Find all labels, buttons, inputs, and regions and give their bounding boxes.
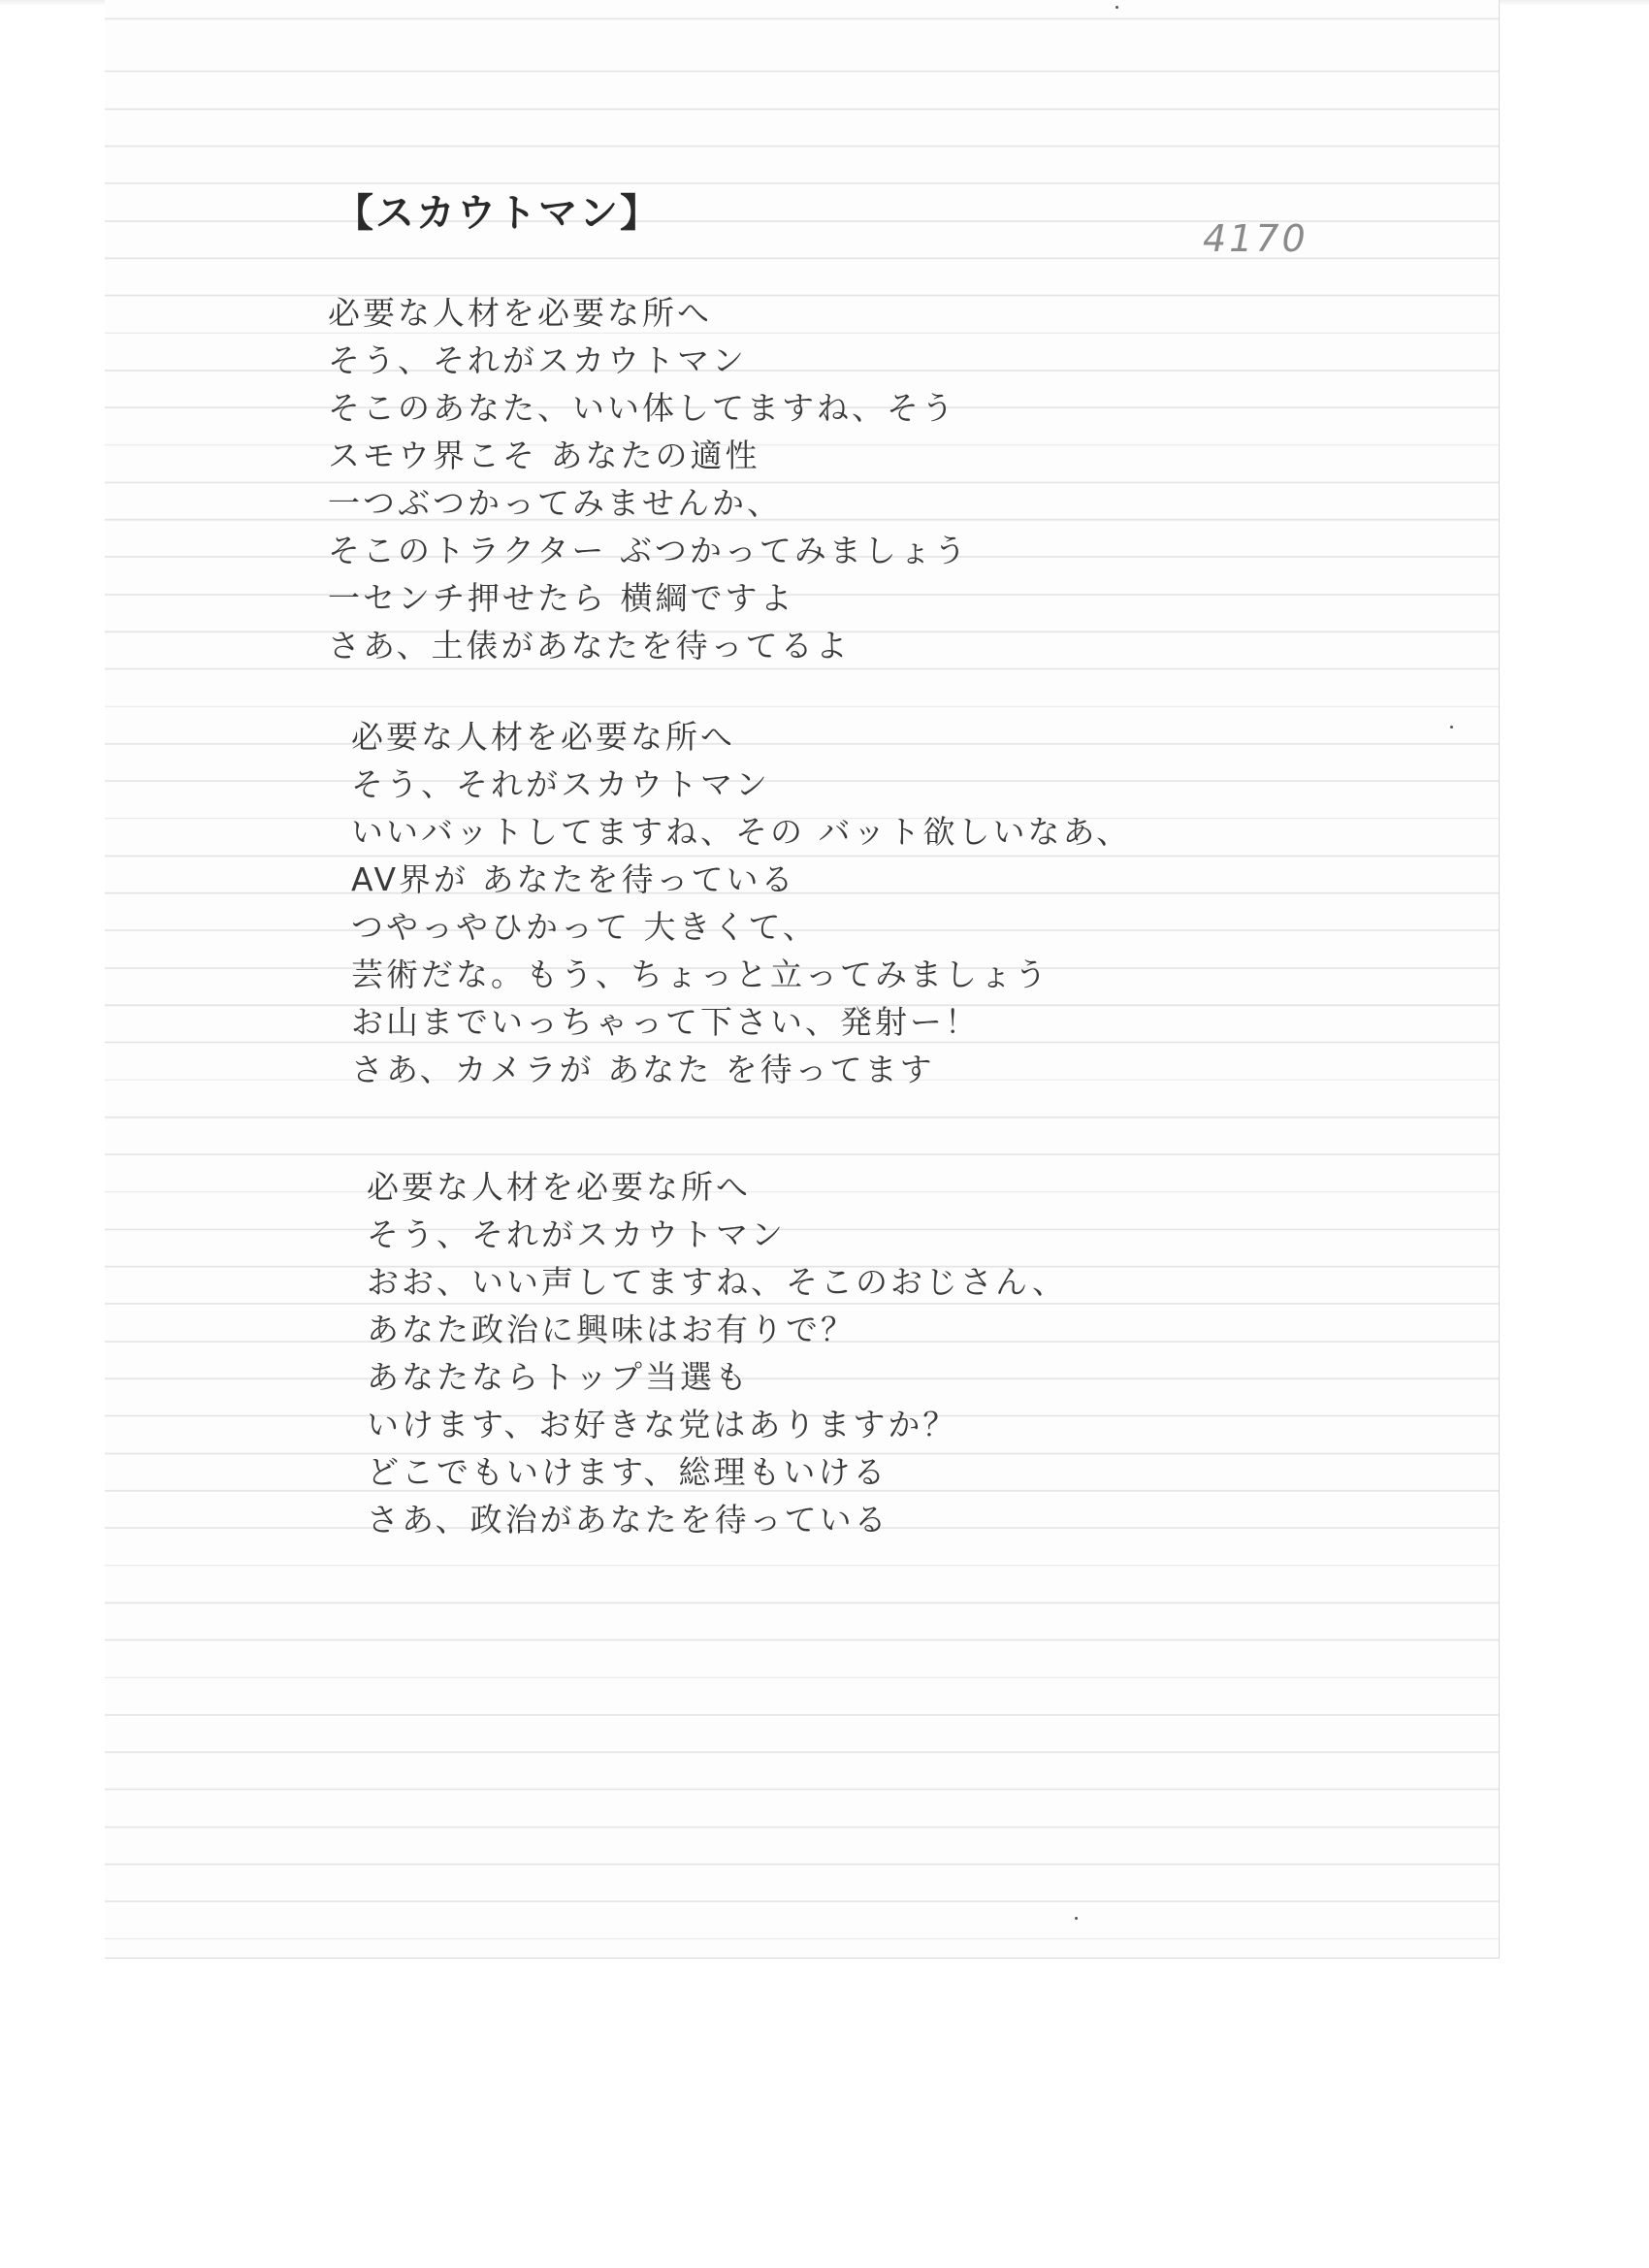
lyric-line: いけます、お好きな党はありますか？	[367, 1406, 958, 1443]
lyric-line: そう、それがスカウトマン	[328, 341, 747, 379]
lyric-line: そこのトラクター ぶつかってみましょう	[328, 532, 969, 569]
lyric-line: AV界が あなたを待っている	[351, 860, 796, 898]
lyric-line: 一センチ押せたら 横綱ですよ	[328, 579, 795, 617]
lyric-line: あなたならトップ当選も	[367, 1358, 751, 1396]
lyric-line: さあ、政治があなたを待っている	[367, 1501, 889, 1539]
lyric-line: さあ、カメラが あなた を待ってます	[351, 1051, 935, 1088]
lyric-line: 芸術だな。もう、ちょっと立ってみましょう	[351, 956, 1050, 993]
lyric-line: さあ、土俵があなたを待ってるよ	[328, 627, 851, 664]
lyric-line: そこのあなた、いい体してますね、そう	[328, 389, 956, 427]
ink-speck	[1450, 726, 1453, 729]
lyric-line: おお、いい声してますね、そこのおじさん、	[367, 1263, 1067, 1301]
verse-1	[328, 289, 969, 669]
lyric-line: 必要な人材を必要な所へ	[351, 718, 735, 756]
lyric-line: そう、それがスカウトマン	[367, 1215, 786, 1253]
verse-2	[351, 713, 1131, 1093]
lyric-line: 必要な人材を必要な所へ	[367, 1168, 751, 1206]
ink-speck	[1116, 6, 1118, 9]
lyric-line: つやっやひかって 大きくて、	[351, 908, 818, 946]
lyric-line: どこでもいけます、総理もいける	[367, 1453, 889, 1491]
lyric-line: 必要な人材を必要な所へ	[328, 294, 712, 332]
page-number: 4170	[1203, 217, 1309, 260]
ink-speck	[1075, 1917, 1078, 1920]
lyric-line: 一つぶつかってみませんか、	[328, 484, 782, 522]
lyric-line: いいバットしてますね、その バット欲しいなあ、	[351, 813, 1132, 851]
verse-3	[367, 1163, 1067, 1543]
song-title: 【スカウトマン】	[335, 191, 661, 236]
lyric-line: そう、それがスカウトマン	[351, 765, 770, 803]
lyric-line: お山までいっちゃって下さい、発射ー！	[351, 1003, 980, 1041]
lyric-line: スモウ界こそ あなたの適性	[328, 437, 760, 474]
lyric-line: あなた政治に興味はお有りで？	[367, 1311, 856, 1348]
